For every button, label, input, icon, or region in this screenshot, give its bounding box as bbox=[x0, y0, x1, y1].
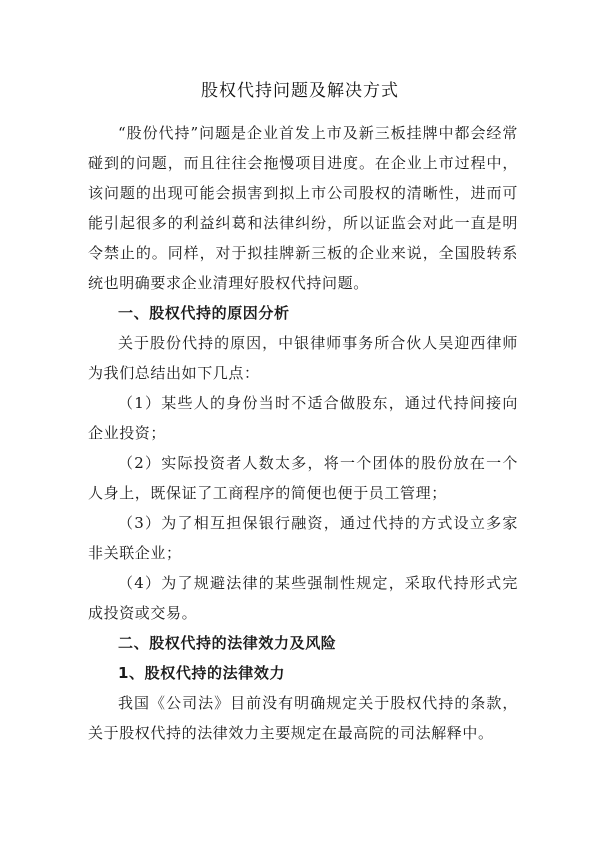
list-item-reason-4: （4）为了规避法律的某些强制性规定，采取代持形式完成投资或交易。 bbox=[88, 574, 518, 622]
subsection-heading-legal-effect: 1、股权代持的法律效力 bbox=[118, 664, 286, 682]
section-heading-legal-effect-risk: 二、股权代持的法律效力及风险 bbox=[118, 634, 337, 652]
list-item-reason-2: （2）实际投资者人数太多，将一个团体的股份放在一个人身上，既保证了工商程序的简便也便于员工管理； bbox=[88, 454, 518, 502]
paragraph-legal-effect: 我国《公司法》目前没有明确规定关于股权代持的条款，关于股权代持的法律效力主要规定在最高院的司法解释中。 bbox=[88, 694, 518, 742]
document-body bbox=[88, 118, 518, 748]
paragraph-reasons-intro: 关于股份代持的原因，中银律师事务所合伙人吴迎西律师为我们总结出如下几点： bbox=[88, 334, 518, 382]
list-item-reason-1: （1）某些人的身份当时不适合做股东，通过代持间接向企业投资； bbox=[88, 394, 518, 442]
section-heading-reasons: 一、股权代持的原因分析 bbox=[118, 304, 290, 322]
document-title: 股权代持问题及解决方式 bbox=[201, 81, 399, 101]
list-item-reason-3: （3）为了相互担保银行融资，通过代持的方式设立多家非关联企业； bbox=[88, 514, 518, 562]
paragraph-intro: “股份代持”问题是企业首发上市及新三板挂牌中都会经常碰到的问题，而且往往会拖慢项目进度。在企业上市过程中，该问题的出现可能会损害到拟上市公司股权的清晰性，进而可能引起很多的利益纠葛和法律纠纷，所以证监会对此一直是明令禁止的。同样，对于拟挂牌新三板的企业来说，全国股转系统也明确要求企业清理好股权代持问题。 bbox=[88, 124, 518, 292]
